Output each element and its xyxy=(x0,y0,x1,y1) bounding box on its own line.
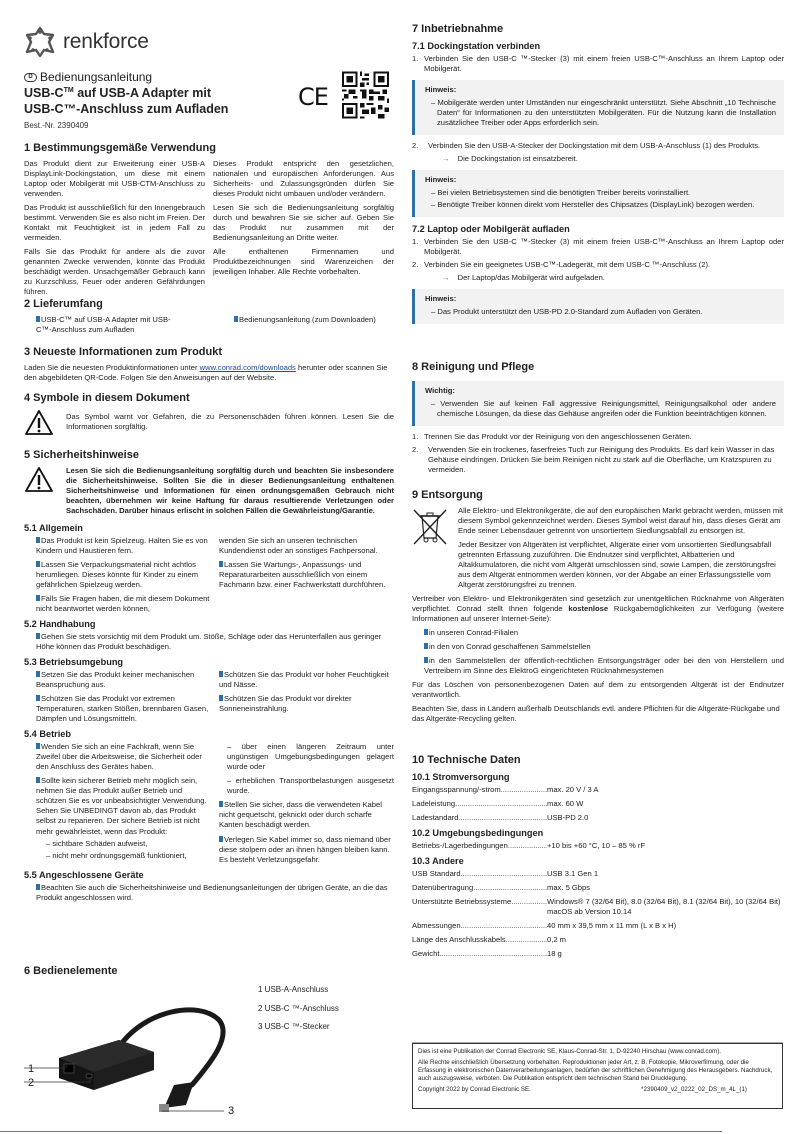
subsection-heading: 10.3 Andere xyxy=(412,855,464,866)
section-6 xyxy=(24,964,394,982)
list-item-text: USB-C™ auf USB-A Adapter mit USB-C™-Anschluss zum Aufladen xyxy=(36,314,171,334)
brand-name: renkforce xyxy=(63,30,149,54)
bullet-icon xyxy=(36,561,40,567)
renkforce-star-icon xyxy=(22,26,58,58)
list-item-text: Lassen Sie Verpackungsmaterial nicht achtlos herumliegen. Dieses könnte für Kinder zu einem gefährlichen Spielzeug werden. xyxy=(36,559,199,589)
paragraph: Alle enthaltenen Firmennamen und Produktbezeichnungen sind Warenzeichen der jeweiligen Inhaber. Alle Rechte vorbehalten. xyxy=(213,246,394,276)
list-item-text: Bedienungsanleitung (zum Downloaden) xyxy=(239,314,376,324)
subsection-heading: 5.4 Betrieb xyxy=(24,729,71,740)
note-box xyxy=(412,289,784,324)
step-number: 2. xyxy=(412,444,419,454)
step-number: 1. xyxy=(412,236,419,246)
spec-value: max. 20 V / 3 A xyxy=(547,784,599,794)
note-box xyxy=(412,80,784,135)
spec-row xyxy=(412,935,784,945)
doc-code: *2390409_v2_0222_02_DS_m_4L_(1) xyxy=(641,1086,747,1094)
bottom-divider xyxy=(0,1131,722,1132)
imprint-line: Alle Rechte einschließlich Übersetzung vorbehalten. Reproduktionen jeder Art, z. B. Fotokopie, Mikroverfilmung, oder die Erfassung in elektronischen Datenverarbeitungsanlagen, bedürfen der schriftlichen Genehmigung des Herausgebers. Nachdruck, auch auszugsweise, verboten. Die Publikation entspricht dem technischen Stand bei Drucklegung. xyxy=(418,1059,773,1083)
text: Laden Sie die neuesten Produktinformationen unter xyxy=(24,362,200,372)
subsection-heading: 5.3 Betriebsumgebung xyxy=(24,657,124,668)
spec-value xyxy=(547,897,784,917)
section-heading: 4 Symbole in diesem Dokument xyxy=(24,392,190,404)
section-heading: 10 Technische Daten xyxy=(412,754,521,766)
spec-key: Betriebs-/Lagerbedingungen ..... xyxy=(412,841,547,851)
bullet-icon xyxy=(234,316,238,322)
weee-crossed-bin-icon xyxy=(412,506,448,546)
text-bold: kostenlose xyxy=(568,603,609,613)
qr-code[interactable] xyxy=(342,71,389,119)
warning-triangle-icon xyxy=(24,466,54,493)
result-text: Der Laptop/das Mobilgerät wird aufgeladen. xyxy=(457,273,605,283)
step xyxy=(412,141,784,151)
ce-mark: CE xyxy=(298,83,328,111)
paragraph: Für das Löschen von personenbezogenen Daten auf dem zu entsorgenden Altgerät ist der Endnutzer verantwortlich. xyxy=(412,679,784,699)
section-heading: 9 Entsorgung xyxy=(412,489,483,501)
section-7 xyxy=(412,22,784,330)
callout-label-2: 2 xyxy=(28,1077,35,1089)
spec-value: 40 mm x 39,5 mm x 11 mm (L x B x H) xyxy=(547,921,677,931)
section-heading: 8 Reinigung und Pflege xyxy=(412,361,535,373)
bullet-icon xyxy=(424,643,428,649)
subsection-heading: 7.1 Dockingstation verbinden xyxy=(412,40,541,51)
dash-item: – sichtbare Schäden aufweist, xyxy=(46,838,148,848)
bullet-icon xyxy=(219,695,223,701)
list-item-text: in den von Conrad geschaffenen Sammelstellen xyxy=(429,641,591,651)
note-item: – Mobilgeräte werden unter Umständen nur eingeschränkt unterstützt. Siehe Abschnitt „10 Technische Daten“ für Informationen zu den unterstützten Mobilgeräten. Für die Nutzung kann die Installation zusätzlichee Treiber oder Apps erforderlich sein. xyxy=(431,97,776,127)
callout-label-3: 3 xyxy=(228,1105,235,1117)
spec-row xyxy=(412,869,784,879)
bullet-icon xyxy=(36,695,40,701)
paragraph xyxy=(412,594,784,624)
spec-row xyxy=(412,921,784,931)
note-title: Hinweis: xyxy=(425,174,457,184)
paragraph: Beachten Sie, dass in Ländern außerhalb Deutschlands evtl. andere Pflichten für die Altgeräte-Rückgabe und das Altgeräte-Recycling gelten. xyxy=(412,703,780,723)
list-item xyxy=(219,835,394,865)
callout-legend xyxy=(258,985,339,1041)
list-item-text: Stellen Sie sicher, dass die verwendeten Kabel nicht gequetscht, geknickt oder durch scharfe Kanten beschädigt werden. xyxy=(219,800,382,830)
spec-key: Gewicht ..... xyxy=(412,949,547,959)
paragraph: Alle Elektro- und Elektronikgeräte, die auf den europäischen Markt gebracht werden, müssen mit diesem Symbol gekennzeichnet werden. Dieses Symbol weist darauf hin, dass dieses Gerät am Ende seiner Lebensdauer getrennt von unsortiertem Siedlungsabfall zu entsorgen ist. xyxy=(458,505,784,535)
section-8 xyxy=(412,360,784,478)
note-box xyxy=(412,170,784,217)
step-number: 1. xyxy=(412,53,419,63)
bullet-icon xyxy=(424,629,428,635)
arrow-right-icon: → xyxy=(442,153,450,163)
warning-triangle-icon xyxy=(24,409,54,436)
list-item xyxy=(36,694,211,724)
spec-row xyxy=(412,841,784,851)
spec-key: Unterstützte Betriebssysteme ..... xyxy=(412,897,547,917)
subsection-heading: 7.2 Laptop oder Mobilgerät aufladen xyxy=(412,223,570,234)
step-result xyxy=(412,154,784,164)
spec-key: Datenübertragung ..... xyxy=(412,883,547,893)
list-item-text: Setzen Sie das Produkt keiner mechanischen Beanspruchung aus. xyxy=(36,670,195,690)
bullet-icon xyxy=(36,743,40,749)
spec-key: USB Standard ..... xyxy=(412,869,547,879)
list-item xyxy=(412,656,784,676)
section-heading: 5 Sicherheitshinweise xyxy=(24,449,139,461)
spec-value: +10 bis +60 °C, 10 – 85 % rF xyxy=(547,840,646,850)
list-item-text: Das Produkt ist kein Spielzeug. Halten Sie es von Kindern und Haustieren fern. xyxy=(36,535,208,555)
step-text: Verbinden Sie den USB-C ™-Stecker (3) mit einem freien USB-C™-Anschluss an Ihrem Laptop oder Mobilgerät. xyxy=(424,236,784,256)
spec-row xyxy=(412,897,784,917)
list-item xyxy=(412,642,784,652)
list-item xyxy=(36,315,186,335)
spec-value: max. 60 W xyxy=(547,798,584,808)
note-item: – Das Produkt unterstützt den USB-PD 2.0-Standard zum Aufladen von Geräten. xyxy=(431,307,703,317)
trademark: TM xyxy=(63,86,74,94)
section-4 xyxy=(24,391,394,436)
list-item xyxy=(36,742,211,772)
dash-item: – nicht mehr ordnungsgemäß funktioniert, xyxy=(46,850,187,860)
spec-key: Ladestandard ..... xyxy=(412,813,547,823)
note-title: Hinweis: xyxy=(425,84,457,94)
list-item-text: Verlegen Sie Kabel immer so, dass niemand über diese stolpern oder an ihnen hängen bleiben kann. Es besteht Verletzungsgefahr. xyxy=(219,834,391,864)
spec-key: Länge des Anschlusskabels ..... xyxy=(412,935,547,945)
note-item: – Verwenden Sie auf keinen Fall aggressive Reinigungsmittel, Reinigungsalkohol oder andere chemische Lösungen, da diese das Gehäuse angreifen oder die Funktion beeinträchtigen können. xyxy=(431,398,776,418)
list-item-text: Gehen Sie stets vorsichtig mit dem Produkt um. Stöße, Schläge oder das Herunterfallen aus geringer Höhe können das Produkt beschädigen. xyxy=(36,631,382,651)
spec-value-line: Windows® 7 (32/64 Bit), 8.0 (32/64 Bit), 8.1 (32/64 Bit), 10 (32/64 Bit) xyxy=(547,897,781,907)
paragraph: Das Symbol warnt vor Gefahren, die zu Personenschäden führen können. Lesen Sie die Informationen sorgfältig. xyxy=(66,411,394,431)
note-title: Wichtig: xyxy=(425,385,455,395)
list-item xyxy=(36,670,211,690)
spec-row xyxy=(412,949,784,959)
section-2 xyxy=(24,297,394,335)
list-item-text: Schützen Sie das Produkt vor extremen Temperaturen, starken Stößen, brennbaren Gasen, Dämpfen und Lösungsmitteln. xyxy=(36,694,209,724)
imprint-box xyxy=(412,1043,783,1109)
list-item-continued: wenden Sie sich an unseren technischen Kundendienst oder an sonstiges Fachpersonal. xyxy=(219,535,378,555)
step-result xyxy=(412,273,784,283)
safety-intro: Lesen Sie sich die Bedienungsanleitung sorgfältig durch und beachten Sie insbesondere die Sicherheitshinweise. Sollten Sie die in dieser Bedienungsanleitung enthaltenen Sicherheitshinweise und Informationen für einen ordnungsgemäßen Gebrauch nicht beachten, übernehmen wir keine Haftung für daraus resultierende Verletzungen oder Sachschäden. Darüber hinaus erlischt in solchen Fällen die Gewährleistung/Garantie. xyxy=(66,465,394,515)
spec-key: Abmessungen ..... xyxy=(412,921,547,931)
section-heading: 2 Lieferumfang xyxy=(24,298,103,310)
spec-value: 18 g xyxy=(547,949,562,959)
bullet-icon xyxy=(219,801,223,807)
subsection-heading: 5.2 Handhabung xyxy=(24,618,96,629)
subsection-heading: 5.1 Allgemein xyxy=(24,522,83,533)
step xyxy=(412,445,784,475)
language-badge: D xyxy=(24,73,37,82)
spec-row xyxy=(412,785,784,795)
list-item-text: Schützen Sie das Produkt vor direkter Sonneneinstrahlung. xyxy=(219,694,352,714)
note-item: – Bei vielen Betriebsystemen sind die benötigten Treiber bereits vorinstalliert. xyxy=(431,187,691,197)
list-item xyxy=(194,315,394,335)
spec-value: USB 3.1 Gen 1 xyxy=(547,869,599,878)
list-item xyxy=(36,536,211,556)
step xyxy=(412,54,784,74)
bullet-icon xyxy=(219,836,223,842)
step-text: Trennen Sie das Produkt vor der Reinigung von den angeschlossenen Geräten. xyxy=(424,431,692,441)
bullet-icon xyxy=(219,561,223,567)
downloads-link[interactable]: www.conrad.com/downloads xyxy=(199,362,296,372)
spec-key: Ladeleistung ..... xyxy=(412,799,547,809)
section-heading: 3 Neueste Informationen zum Produkt xyxy=(24,346,223,358)
spec-key: Eingangsspannung/-strom ..... xyxy=(412,785,547,795)
step xyxy=(412,432,784,442)
list-item-text: in den Sammelstellen der öffentlich-rechtlichen Entsorgungsträger oder bei den von Herstellern und Vertreibern im Sinne des ElektroG eingerichteten Rücknahmesystemen xyxy=(424,655,784,675)
list-item-text: Beachten Sie auch die Sicherheitshinweise und Bedienungsanleitungen der übrigen Geräte, an die das Produkt angeschlossen wird. xyxy=(36,882,388,902)
brand-logo xyxy=(22,26,149,58)
callout-item: 1 USB-A-Anschluss xyxy=(258,985,329,994)
list-item-text: Falls Sie Fragen haben, die mit diesem Dokument nicht beantwortet werden können, xyxy=(36,593,210,613)
spec-value: USB-PD 2.0 xyxy=(547,812,589,822)
arrow-right-icon: → xyxy=(442,273,450,283)
bullet-icon xyxy=(36,884,40,890)
list-item xyxy=(36,594,211,614)
spec-row xyxy=(412,799,784,809)
page-title xyxy=(24,85,228,118)
list-item-text: Wenden Sie sich an eine Fachkraft, wenn Sie Zweifel über die Arbeitsweise, die Sicherheit oder den Anschluss des Gerätes haben. xyxy=(36,742,202,772)
section-3 xyxy=(24,345,394,387)
bullet-icon xyxy=(36,671,40,677)
paragraph: Das Produkt dient zur Erweiterung einer USB-A DisplayLink-Dockingstation, um diese mit einem Laptop oder Mobilgerät mit USB-CTM-Anschluss zu verwenden. xyxy=(24,158,205,198)
bullet-icon xyxy=(219,671,223,677)
step xyxy=(412,237,784,257)
callout-item: 3 USB-C ™-Stecker xyxy=(258,1022,330,1032)
list-item-text: Sollte kein sicherer Betrieb mehr möglich sein, nehmen Sie das Produkt außer Betrieb und schützen Sie es vor unbeabsichtigter Verwendung. Sehen Sie UNBEDINGT davon ab, das Produkt selbst zu reparieren. Der sichere Betrieb ist nicht mehr gewährleistet, wenn das Produkt: xyxy=(36,776,207,836)
step-text: Verbinden Sie ein geeignetes USB-C™-Ladegerät, mit dem USB-C ™-Anschluss (2). xyxy=(424,260,711,269)
title-line-2: USB-C™-Anschluss zum Aufladen xyxy=(24,102,229,117)
paragraph xyxy=(24,363,394,383)
section-10 xyxy=(412,753,784,963)
step xyxy=(412,260,784,270)
subsection-heading: 5.5 Angeschlossene Geräte xyxy=(24,869,144,880)
step-text: Verbinden Sie den USB-C ™-Stecker (3) mit einem freien USB-C™-Anschluss an Ihrem Laptop oder Mobilgerät. xyxy=(424,53,784,73)
paragraph: Das Produkt ist ausschließlich für den Innengebrauch bestimmt. Verwenden Sie es also nicht im Freien. Der Kontakt mit Feuchtigkeit ist in jedem Fall zu vermeiden. xyxy=(24,202,205,242)
bullet-icon xyxy=(36,595,40,601)
note-title: Hinweis: xyxy=(425,294,457,304)
bullet-icon xyxy=(36,777,40,783)
result-text: Die Dockingstation ist einsatzbereit. xyxy=(457,153,578,163)
spec-value: max. 5 Gbps xyxy=(547,883,591,893)
bullet-icon xyxy=(36,537,40,543)
list-item xyxy=(412,628,784,638)
spec-value: 0,2 m xyxy=(547,935,566,945)
paragraph: Lesen Sie sich die Bedienungsanleitung sorgfältig durch und bewahren Sie sie sicher auf. Geben Sie das Produkt nur zusammen mit der Bedienungsanleitung an Dritte weiter. xyxy=(213,202,394,242)
callout-label-1: 1 xyxy=(28,1063,35,1075)
list-item xyxy=(24,632,394,652)
step-text: Verwenden Sie ein trockenes, faserfreies Tuch zur Reinigung des Produkts. Es darf kein Wasser in das Gehäuse eindringen. Drücken Sie beim Reinigen nicht zu stark auf die Oberfläche, um Kratzspuren zu vermeiden. xyxy=(428,444,775,474)
paragraph: Dieses Produkt entspricht den gesetzlichen, nationalen und europäischen Anforderungen. Aus Sicherheits- und Zulassungsgründen dürfen Sie dieses Produkt nicht umbauen und/oder verändern. xyxy=(213,158,394,198)
order-number: Best.-Nr. 2390409 xyxy=(24,121,89,130)
list-item xyxy=(219,800,394,830)
section-heading: 6 Bedienelemente xyxy=(24,965,118,977)
text: Rückgabemöglichkeiten zur Verfügung (weitere Informationen auf unserer Internet-Seite): xyxy=(412,603,784,623)
product-image xyxy=(24,990,254,1120)
list-item-text: Schützen Sie das Produkt vor hoher Feuchtigkeit und Nässe. xyxy=(219,670,389,690)
list-item xyxy=(219,694,394,714)
step-number: 2. xyxy=(412,140,419,150)
important-box xyxy=(412,381,784,426)
subsection-heading: 10.2 Umgebungsbedingungen xyxy=(412,827,544,838)
section-1 xyxy=(24,141,394,301)
list-item xyxy=(36,560,211,590)
list-item xyxy=(36,776,211,836)
list-item-text: in unseren Conrad-Filialen xyxy=(429,627,519,637)
spec-row xyxy=(412,813,784,823)
list-item-text: Lassen Sie Wartungs-, Anpassungs- und Reparaturarbeiten ausschließlich von einem Fachmann bzw. einer Fachwerkstatt durchführen. xyxy=(219,559,386,589)
text: Vertreiber von Elektro- und Elektronikgeräten sind gesetzlich zur unentgeltlichen Rücknahme von Altgeräten verpflichtet. Conrad stellt Ihnen folgende xyxy=(412,593,784,613)
step-number: 1. xyxy=(412,431,419,441)
list-item xyxy=(24,883,394,903)
section-9 xyxy=(412,488,784,728)
section-5 xyxy=(24,448,394,907)
doc-type xyxy=(24,70,152,86)
title-part: auf USB-A Adapter mit xyxy=(77,86,211,100)
paragraph: Falls Sie das Produkt für andere als die zuvor genannten Zwecke verwenden, könnte das Produkt beschädigt werden. Unsachgemäßer Gebrauch kann zu Kurzschluss, Feuer oder anderen Gefährdungen führen. xyxy=(24,246,205,296)
section-heading: 1 Bestimmungsgemäße Verwendung xyxy=(24,142,216,154)
dash-item: – erheblichen Transportbelastungen ausgesetzt wurde. xyxy=(227,776,394,796)
doc-type-label: Bedienungsanleitung xyxy=(40,70,153,84)
copyright: Copyright 2022 by Conrad Electronic SE. xyxy=(418,1086,531,1094)
spec-value-line: macOS ab Version 10.14 xyxy=(547,907,632,917)
note-item: – Benötigte Treiber können direkt vom Hersteller des Chipsatzes (DisplayLink) bezogen werden. xyxy=(431,199,755,209)
callout-item: 2 USB-C ™-Anschluss xyxy=(258,1003,339,1013)
list-item xyxy=(219,560,394,590)
imprint-line: Dies ist eine Publikation der Conrad Electronic SE, Klaus-Conrad-Str. 1, D-92240 Hirschau (www.conrad.com). xyxy=(418,1048,721,1055)
bullet-icon xyxy=(36,633,40,639)
paragraph: Jeder Besitzer von Altgeräten ist verpflichtet, Altgeräte einer vom unsortierten Siedlungsabfall getrennten Erfassung zuzuführen. Die Endnutzer sind verpflichtet, Altbatterien und Altakkumulatoren, die nicht vom Altgerät umschlossen sind, sowie Lampen, die zerstörungsfrei aus dem Altgerät entnommen werden können, vor der Abgabe an einer Erfassungsstelle vom Altgerät zerstörungsfrei zu trennen. xyxy=(458,539,776,589)
subsection-heading: 10.1 Stromversorgung xyxy=(412,771,510,782)
title-part: USB-C xyxy=(24,86,64,100)
bullet-icon xyxy=(424,657,428,663)
list-item xyxy=(219,670,394,690)
bullet-icon xyxy=(36,316,40,322)
spec-row xyxy=(412,883,784,893)
step-text: Verbinden Sie den USB-A-Stecker der Dockingstation mit dem USB-A-Anschluss (1) des Produkts. xyxy=(428,140,761,150)
text: herunter oder scannen Sie den abgebildeten QR-Code. Folgen Sie den Anweisungen auf der Website. xyxy=(24,362,388,382)
dash-item: – über einen längeren Zeitraum unter ungünstigen Umgebungsbedingungen gelagert wurde oder xyxy=(227,742,394,772)
section-heading: 7 Inbetriebnahme xyxy=(412,23,504,35)
step-number: 2. xyxy=(412,260,419,269)
